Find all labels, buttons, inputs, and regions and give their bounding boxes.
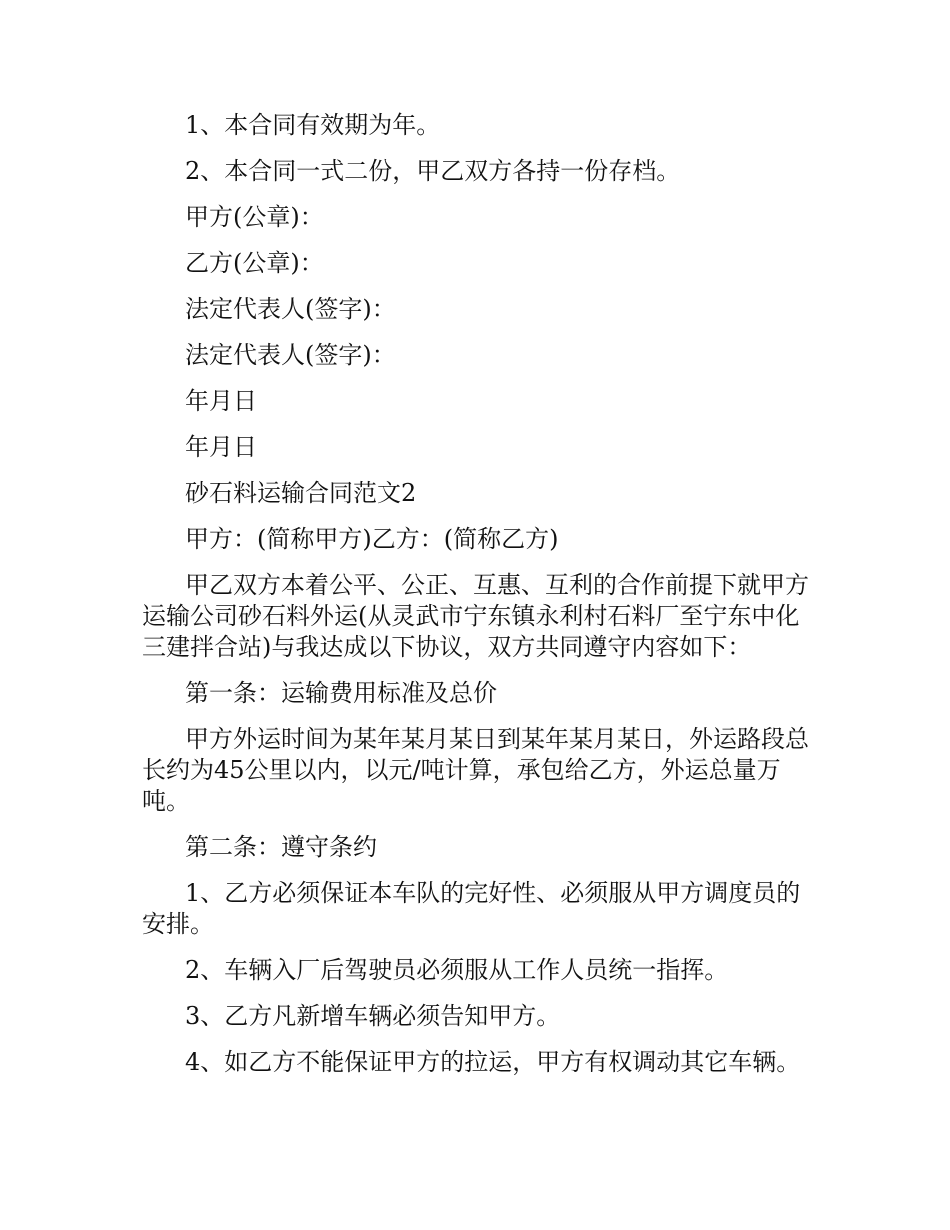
article-one-heading: 第一条：运输费用标准及总价: [185, 679, 497, 707]
preamble-paragraph: 甲乙双方本着公平、公正、互惠、互利的合作前提下就甲方运输公司砂石料外运(从灵武市宁东镇永利村石料厂至宁东中化三建拌合站)与我达成以下协议，双方共同遵守内容如下：: [142, 571, 809, 661]
contract-title: 砂石料运输合同范文2: [185, 479, 417, 507]
clause-copies: 2、本合同一式二份，甲乙双方各持一份存档。: [185, 157, 681, 185]
clause-validity: 1、本合同有效期为年。: [185, 111, 441, 139]
article-two-item-1: 1、乙方必须保证本车队的完好性、必须服从甲方调度员的安排。: [142, 879, 801, 938]
article-one-body: 甲方外运时间为某年某月某日到某年某月某日，外运路段总长约为45公里以内，以元/吨计算，承包给乙方，外运总量万吨。: [142, 725, 809, 815]
parties-line: 甲方：(简称甲方)乙方：(简称乙方): [185, 525, 559, 553]
date-line-a: 年月日: [185, 387, 257, 415]
article-two-item-4: 4、如乙方不能保证甲方的拉运，甲方有权调动其它车辆。: [185, 1048, 801, 1076]
legal-representative-signature-a: 法定代表人(签字)：: [185, 295, 396, 323]
document-body: [142, 110, 810, 1093]
party-a-seal: 甲方(公章)：: [185, 203, 324, 231]
date-line-b: 年月日: [185, 433, 257, 461]
article-two-heading: 第二条：遵守条约: [185, 833, 377, 861]
party-b-seal: 乙方(公章)：: [185, 249, 324, 277]
article-two-item-3: 3、乙方凡新增车辆必须告知甲方。: [185, 1002, 561, 1030]
legal-representative-signature-b: 法定代表人(签字)：: [185, 341, 396, 369]
article-two-item-2: 2、车辆入厂后驾驶员必须服从工作人员统一指挥。: [185, 956, 729, 984]
